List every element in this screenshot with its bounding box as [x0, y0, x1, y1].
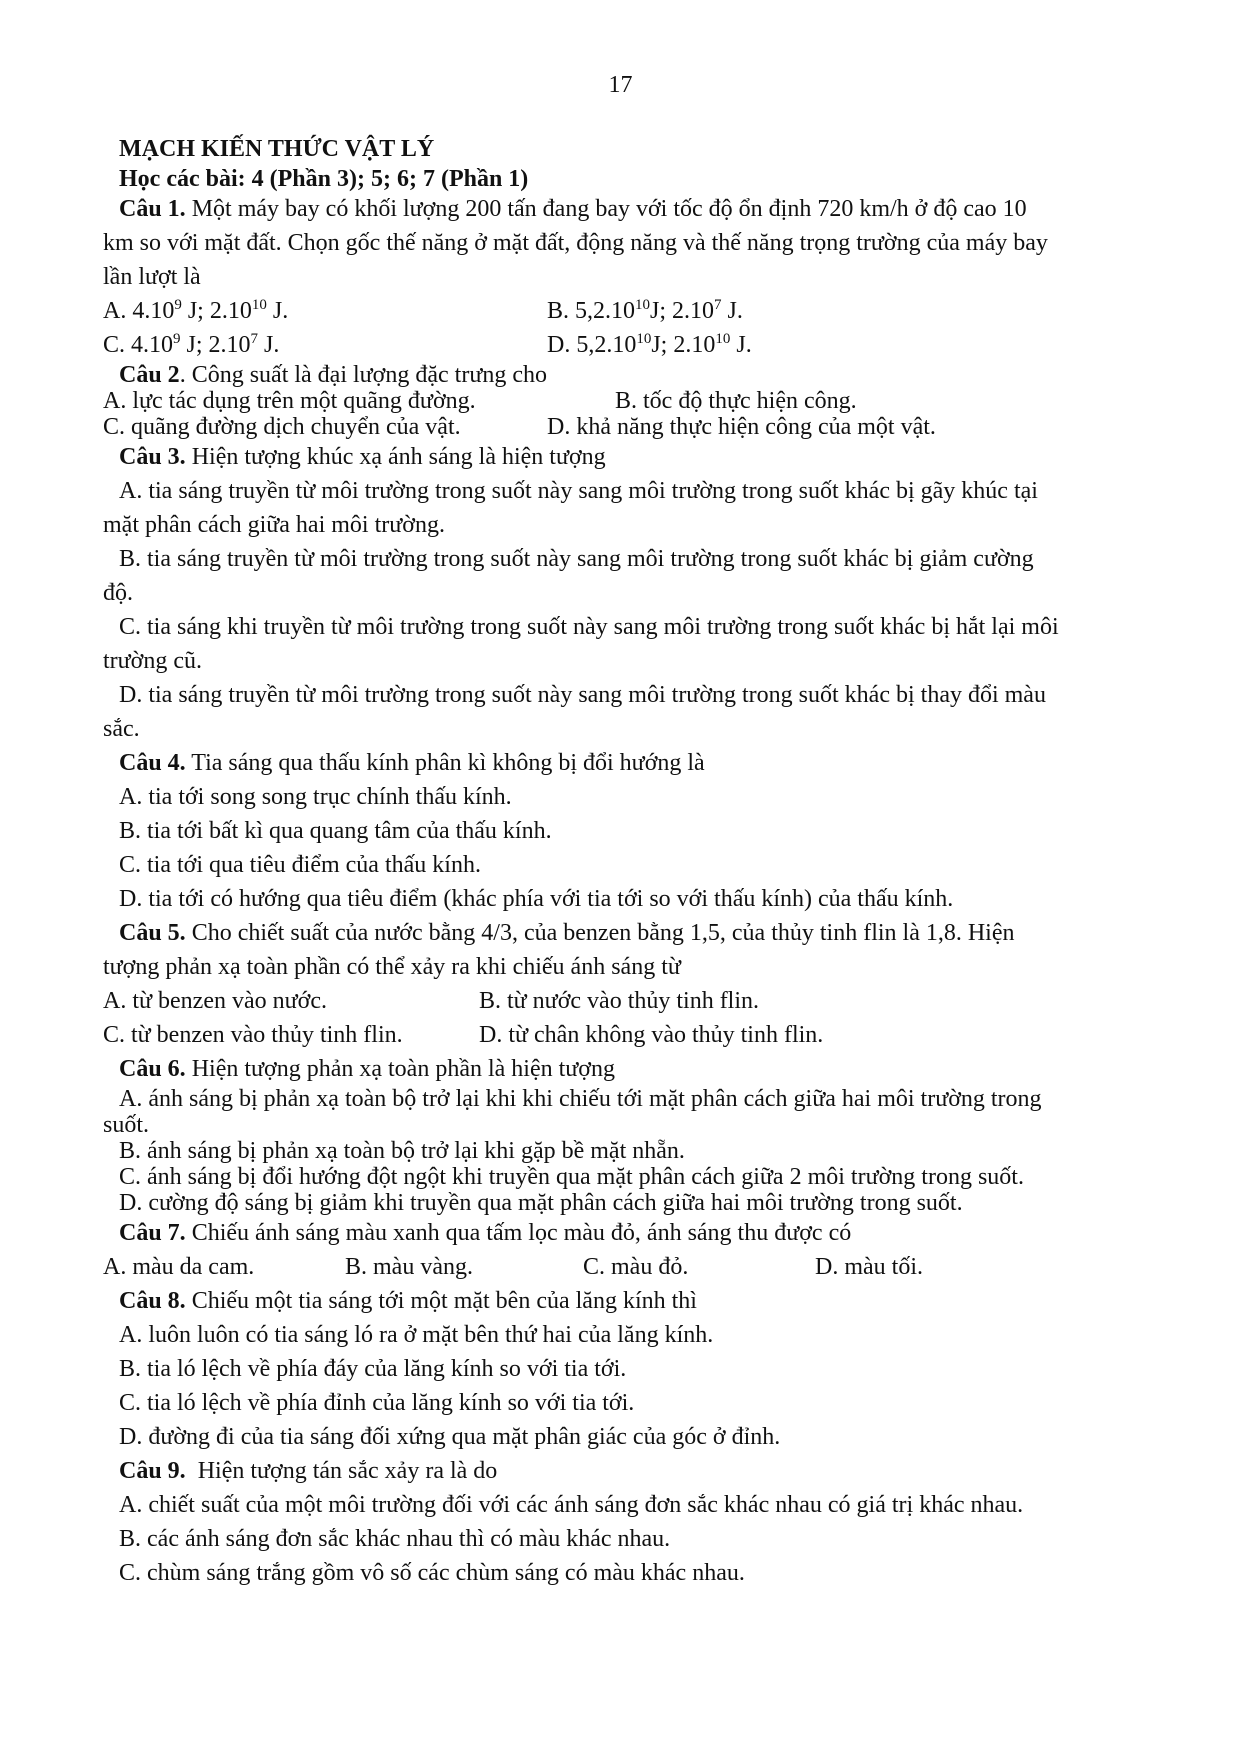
question-text: Chiếu ánh sáng màu xanh qua tấm lọc màu đỏ, ánh sáng thu được có	[185, 1220, 852, 1246]
question-text: Chiếu một tia sáng tới một mặt bên của lăng kính thì	[185, 1288, 697, 1314]
q1-options-row-2	[103, 328, 1183, 362]
q3-option-d-continuation: sắc.	[103, 716, 140, 742]
q4-option-d: D. tia tới có hướng qua tiêu điểm (khác phía với tia tới so với thấu kính) của thấu kính.	[119, 886, 954, 912]
question-1-continuation: km so với mặt đất. Chọn gốc thế năng ở mặt đất, động năng và thế năng trọng trường của máy bay	[103, 230, 1048, 256]
q1-option-d: D. 5,2.10$^{10}$J; 2.10$^{10}$ J.	[547, 331, 752, 358]
question-text: Cho chiết suất của nước bằng 4/3, của benzen bằng 1,5, của thủy tinh flin là 1,8. Hiện	[185, 920, 1015, 946]
q2-options-row-1	[103, 388, 1183, 414]
q6-option-a-continuation: suốt.	[103, 1112, 150, 1138]
q3-option-b-continuation: độ.	[103, 580, 133, 606]
question-2	[119, 362, 1183, 388]
q5-option-d: D. từ chân không vào thủy tinh flin.	[479, 1022, 824, 1048]
q3-option-a-continuation: mặt phân cách giữa hai môi trường.	[103, 512, 445, 538]
q3-option-d: D. tia sáng truyền từ môi trường trong suốt này sang môi trường trong suốt khác bị thay đổi màu	[119, 682, 1046, 708]
question-8	[119, 1284, 1183, 1318]
question-5	[119, 916, 1183, 950]
page-number: 17	[608, 72, 633, 98]
question-7	[119, 1216, 1183, 1250]
question-1	[119, 192, 1183, 226]
q4-option-c: C. tia tới qua tiêu điểm của thấu kính.	[119, 852, 481, 878]
question-9	[119, 1454, 1183, 1488]
q6-option-b: B. ánh sáng bị phản xạ toàn bộ trở lại khi gặp bề mặt nhẵn.	[119, 1138, 685, 1164]
q8-option-c: C. tia ló lệch về phía đỉnh của lăng kính so với tia tới.	[119, 1390, 635, 1416]
q2-option-d: D. khả năng thực hiện công của một vật.	[547, 414, 936, 440]
q7-option-a: A. màu da cam.	[103, 1254, 255, 1280]
q6-option-c: C. ánh sáng bị đổi hướng đột ngột khi truyền qua mặt phân cách giữa 2 môi trường trong suốt.	[119, 1164, 1024, 1190]
question-label: Câu 2	[119, 362, 180, 388]
q7-options-row	[103, 1250, 1183, 1284]
q8-option-d: D. đường đi của tia sáng đối xứng qua mặt phân giác của góc ở đỉnh.	[119, 1424, 781, 1450]
question-text: Một máy bay có khối lượng 200 tấn đang bay với tốc độ ổn định 720 km/h ở độ cao 10	[185, 196, 1027, 222]
q3-option-c-continuation: trường cũ.	[103, 648, 203, 674]
q1-option-a: A. 4.10$^9$ J; 2.10$^{10}$ J.	[103, 297, 289, 324]
q6-option-a: A. ánh sáng bị phản xạ toàn bộ trở lại khi khi chiếu tới mặt phân cách giữa hai môi trường trong	[119, 1086, 1042, 1112]
question-text: Hiện tượng phản xạ toàn phần là hiện tượng	[185, 1056, 615, 1082]
question-label: Câu 3.	[119, 444, 186, 470]
q3-option-b: B. tia sáng truyền từ môi trường trong suốt này sang môi trường trong suốt khác bị giảm cường	[119, 546, 1034, 572]
question-1-continuation: lần lượt là	[103, 264, 201, 290]
q1-options-row-1	[103, 294, 1183, 328]
q5-option-b: B. từ nước vào thủy tinh flin.	[479, 988, 760, 1014]
q2-options-row-2	[103, 414, 1183, 440]
q4-option-a: A. tia tới song song trục chính thấu kính.	[119, 784, 512, 810]
q7-option-c: C. màu đỏ.	[583, 1254, 689, 1280]
question-6	[119, 1052, 1183, 1086]
q9-option-c: C. chùm sáng trắng gồm vô số các chùm sáng có màu khác nhau.	[119, 1560, 745, 1586]
q9-option-a: A. chiết suất của một môi trường đối với các ánh sáng đơn sắc khác nhau có giá trị khác nhau.	[119, 1492, 1024, 1518]
question-label: Câu 1.	[119, 196, 186, 222]
question-label: Câu 7.	[119, 1220, 186, 1246]
q2-option-a: A. lực tác dụng trên một quãng đường.	[103, 388, 476, 414]
question-label: Câu 6.	[119, 1056, 186, 1082]
q6-option-d: D. cường độ sáng bị giảm khi truyền qua mặt phân cách giữa hai môi trường trong suốt.	[119, 1190, 963, 1216]
q5-option-c: C. từ benzen vào thủy tinh flin.	[103, 1022, 403, 1048]
question-text: . Công suất là đại lượng đặc trưng cho	[179, 362, 547, 388]
q3-option-a: A. tia sáng truyền từ môi trường trong suốt này sang môi trường trong suốt khác bị gãy khúc tại	[119, 478, 1038, 504]
document-body	[103, 132, 1183, 1590]
q5-option-a: A. từ benzen vào nước.	[103, 988, 327, 1014]
question-text: Hiện tượng tán sắc xảy ra là do	[185, 1458, 498, 1484]
section-heading: MẠCH KIẾN THỨC VẬT LÝ	[119, 136, 435, 162]
q1-option-b: B. 5,2.10$^{10}$J; 2.10$^7$ J.	[547, 297, 743, 324]
q2-option-b: B. tốc độ thực hiện công.	[615, 388, 857, 414]
q7-option-b: B. màu vàng.	[345, 1254, 473, 1280]
q5-options-row-2	[103, 1018, 1183, 1052]
question-label: Câu 8.	[119, 1288, 186, 1314]
q1-option-c: C. 4.10$^9$ J; 2.10$^7$ J.	[103, 331, 280, 358]
q4-option-b: B. tia tới bất kì qua quang tâm của thấu kính.	[119, 818, 552, 844]
q8-option-a: A. luôn luôn có tia sáng ló ra ở mặt bên thứ hai của lăng kính.	[119, 1322, 714, 1348]
question-3	[119, 440, 1183, 474]
q9-option-b: B. các ánh sáng đơn sắc khác nhau thì có màu khác nhau.	[119, 1526, 671, 1552]
question-label: Câu 4.	[119, 750, 186, 776]
q8-option-b: B. tia ló lệch về phía đáy của lăng kính so với tia tới.	[119, 1356, 627, 1382]
question-5-continuation: tượng phản xạ toàn phần có thể xảy ra khi chiếu ánh sáng từ	[103, 954, 681, 980]
q5-options-row-1	[103, 984, 1183, 1018]
question-label: Câu 5.	[119, 920, 186, 946]
q7-option-d: D. màu tối.	[815, 1254, 923, 1280]
q2-option-c: C. quãng đường dịch chuyển của vật.	[103, 414, 461, 440]
question-label: Câu 9.	[119, 1458, 186, 1484]
section-subheading: Học các bài: 4 (Phần 3); 5; 6; 7 (Phần 1)	[119, 166, 529, 192]
question-4	[119, 746, 1183, 780]
question-text: Hiện tượng khúc xạ ánh sáng là hiện tượng	[185, 444, 606, 470]
q3-option-c: C. tia sáng khi truyền từ môi trường trong suốt này sang môi trường trong suốt khác bị hắt lại môi	[119, 614, 1059, 640]
question-text: Tia sáng qua thấu kính phân kì không bị đổi hướng là	[185, 750, 705, 776]
